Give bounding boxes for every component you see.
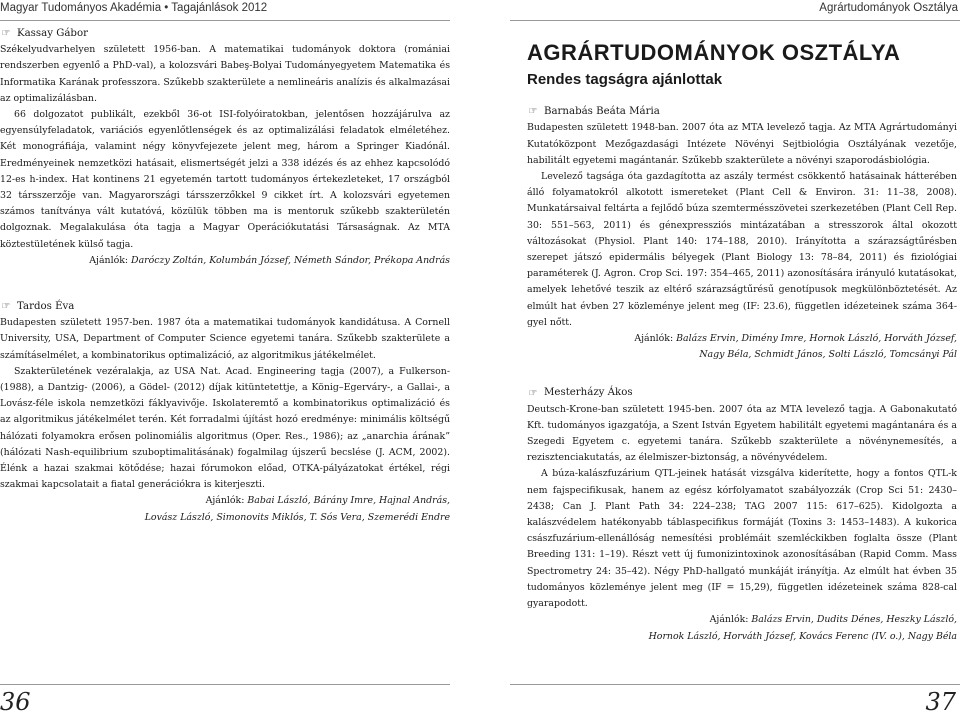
recommend-names: Balázs Ervin, Dudits Dénes, Heszky László, — [751, 614, 957, 626]
entry-recommenders — [527, 331, 957, 347]
entry-recommenders — [0, 253, 450, 269]
entry-achievements: Szakterületének vezéralakja, az USA Nat. Acad. Engineering tagja (2007), a Fulkerson- (1988), a Dantzig- (2006), a Gödel- (2012) díjak kitüntetettje, a König–Egerváry-, a Gallai-, a Lovász-féle iskola nemzetközi fáklyavivője. Iskolateremtő a kombinatorikus optimalizáció és az algoritmikus játékelmélet terén. Két forradalmi újítást hozó eredménye: minimális költségű hálózati folyamokra erősen polinomiális algoritmus (Oper. Res., 1986); az „anarchia árának” (hálózati Nash-equilibrium szuboptimalitásának) fogalmilag újszerű becslése (J. ACM, 2002). Élénk a hazai szakmai kötődése; hazai fórumokon előad, OTKA-pályázatokat értékel, régi szakmai kapcsolatait a fiatal generációkra is kiterjeszti. — [0, 365, 450, 491]
entry-recommenders-continued — [0, 510, 450, 526]
section-subtitle: Rendes tagságra ajánlottak — [527, 71, 723, 88]
right-page-column — [527, 40, 957, 645]
recommend-names: Babai László, Bárány Imre, Hajnal András, — [247, 495, 450, 507]
recommend-names: Hornok László, Horváth József, Kovács Ferenc (IV. o.), Nagy Béla — [648, 630, 957, 642]
entry-barnabas — [527, 104, 957, 363]
recommend-prefix: Ajánlók: — [205, 495, 248, 507]
entry-name: Tardos Éva — [17, 301, 75, 313]
hand-pointing-icon: ☞ — [528, 387, 538, 399]
recommend-prefix: Ajánlók: — [634, 333, 677, 345]
entry-name-row — [527, 104, 957, 120]
recommend-names: Balázs Ervin, Dimény Imre, Hornok László, Horváth József, — [676, 333, 957, 345]
hand-pointing-icon: ☞ — [1, 301, 11, 313]
hand-pointing-icon: ☞ — [528, 106, 538, 118]
entry-name: Barnabás Beáta Mária — [544, 106, 660, 118]
recommend-prefix: Ajánlók: — [89, 254, 132, 266]
entry-mesterhazy — [527, 385, 957, 644]
entry-kassay — [0, 26, 450, 269]
entry-achievements: 66 dolgozatot publikált, ezekből 36-ot ISI-folyóiratokban, jelentősen hozzájárulva az egyensúlyfeladatok, variációs egyenlőtlenségek és az optimalizálási feladatok elméletéhez. Két monográfiája, valamint négy könyvfejezete jelent meg, három a Springer Kiadónál. Eredményeinek nemzetközi hatásait, elismertségét jelzi a 338 idézés és az ehhez kapcsolódó 12-es h-index. Hat kontinens 21 egyetemén tartott tudományos értekezleteket, 17 országból 32 társszerzője van. Magyarországi társszerzőkkel 9 cikket írt. A kolozsvári egyetemen számos tanítványa vált kutatóvá, közülük többen ma is mentoruk szűkebb szakterületén dolgoznak. Megalakulása óta tagja a Magyar Operációkutatási Társaságnak. Az MTA köztestületének külső tagja. — [0, 109, 450, 250]
running-header-left: Magyar Tudományos Akadémia • Tagajánlások 2012 — [0, 2, 268, 14]
running-header-right: Agrártudományok Osztálya — [819, 2, 958, 14]
entry-name: Kassay Gábor — [17, 28, 88, 39]
entry-name-row — [0, 26, 450, 42]
entry-bio: Budapesten született 1957-ben. 1987 óta a matematikai tudományok kandidátusa. A Cornell University, USA, Department of Computer Science egyetemi tanára. Szűkebb szakterülete a számításelmélet, a kombinatorikus optimalizáció, az algoritmikus játékelmélet. — [0, 317, 450, 361]
header-rule-right — [510, 20, 960, 21]
page-number-left: 36 — [0, 688, 31, 716]
recommend-names: Nagy Béla, Schmidt János, Solti László, Tomcsányi Pál — [699, 349, 957, 361]
page-number-right: 37 — [925, 688, 956, 716]
left-page-column — [0, 26, 450, 526]
header-rule-left — [0, 20, 450, 21]
entry-bio: Deutsch-Krone-ban született 1945-ben. 2007 óta az MTA levelező tagja. A Gabonakutató Kft. tudományos igazgatója, a Szent István Egyetem habilitált egyetemi magántanára és a Szegedi Egyetem c. egyetemi tanára. Szűkebb szakterülete a növénynemesítés, a rezisztenciakutatás, az élelmiszer-biztonság, a növényvédelem. — [527, 403, 957, 464]
recommend-prefix: Ajánlók: — [709, 614, 752, 626]
entry-bio: Székelyudvarhelyen született 1956-ban. A matematikai tudományok doktora (romániai rendszerben egyenlő a PhD-val), a kolozsvári Babeş-Bolyai Tudományegyetem Matematika és Informatika Karának professzora. Szűkebb szakterülete a nemlineáris analízis és alkalmazásai az optimalizálásban. — [0, 44, 450, 104]
entry-achievements: A búza-kalászfuzárium QTL-jeinek hatását vizsgálva kiderítette, hogy a fontos QTL-k nem fajspecifikusak, hanem az egész kórfolyamatot szabályozzák (Crop Sci 51: 2430–2438; Can J. Plant Path 34: 224–238; TAG 2007 115: 617–625). Kidolgozta a kalászvédelem hatékonyabb táblaspecifikus formáját (Toxins 3: 1453–1483). A kukorica császfuzárium-ellenállóság nemesítési problémáit szemléckikben foglalta össze (Plant Breeding 131: 1–19). Részt vett új fumonizintoxinok azonosításában (Rapid Comm. Mass Spectrometry 24: 35–42). Négy PhD-hallgató munkáját irányítja. Az elmúlt hat évben 35 tudományos közleménye jelent meg (IF = 15,29), független idézeteinek száma 828-cal gyarapodott. — [527, 468, 957, 610]
recommend-names: Daróczy Zoltán, Kolumbán József, Németh Sándor, Prékopa András — [131, 254, 450, 266]
recommend-names: Lovász László, Simonovits Miklós, T. Sós Vera, Szemerédi Endre — [144, 511, 450, 523]
footer-rule-right — [510, 684, 960, 685]
entry-recommenders — [527, 612, 957, 628]
entry-name-row — [0, 299, 450, 315]
entry-name-row — [527, 385, 957, 401]
entry-recommenders — [0, 493, 450, 509]
entry-tardos — [0, 299, 450, 526]
entry-achievements: Levelező tagsága óta gazdagította az aszály termést csökkentő hatásainak hátterében álló folyamatokról alkotott ismereteket (Plant Cell & Environ. 31: 11–38, 2008). Munkatársaival feltárta a fejlődő búza szemtermésszövetei szerkezetében (Plant Cell Rep. 30: 551–563, 2011) és génexpressziós mintázatában a stresszorok által okozott változásokat (Physiol. Plant 140: 174–188, 2010). Irányította a szárazságtűrésben szerepet játszó epidermális bélyegek (Plant Biology 13: 78–84, 2011) és fiziológiai paraméterek (J. Agron. Crop Sci. 197: 354–465, 2011) azonosítására irányuló kutatásokat, amelyek lehetővé teszik az eltérő szárazságtűrésű genotípusok megkülönböztetését. Az elmúlt hat évben 27 közleménye jelent meg (IF: 23.6), független idézeteinek száma 364-gyel nőtt. — [527, 171, 957, 328]
section-title: AGRÁRTUDOMÁNYOK OSZTÁLYA — [527, 40, 901, 65]
entry-recommenders-continued — [527, 629, 957, 645]
hand-pointing-icon: ☞ — [1, 28, 11, 40]
entry-bio: Budapesten született 1948-ban. 2007 óta az MTA levelező tagja. Az MTA Agrártudományi Kutatóközpont Mezőgazdasági Intézete Növényi Sejtbiológia Osztályának vezetője, habilitált egyetemi magántanár. Szűkebb szakterülete a növényi szaporodásbiológia. — [527, 122, 957, 166]
entry-name: Mesterházy Ákos — [544, 387, 633, 399]
entry-recommenders-continued — [527, 347, 957, 363]
footer-rule-left — [0, 684, 450, 685]
